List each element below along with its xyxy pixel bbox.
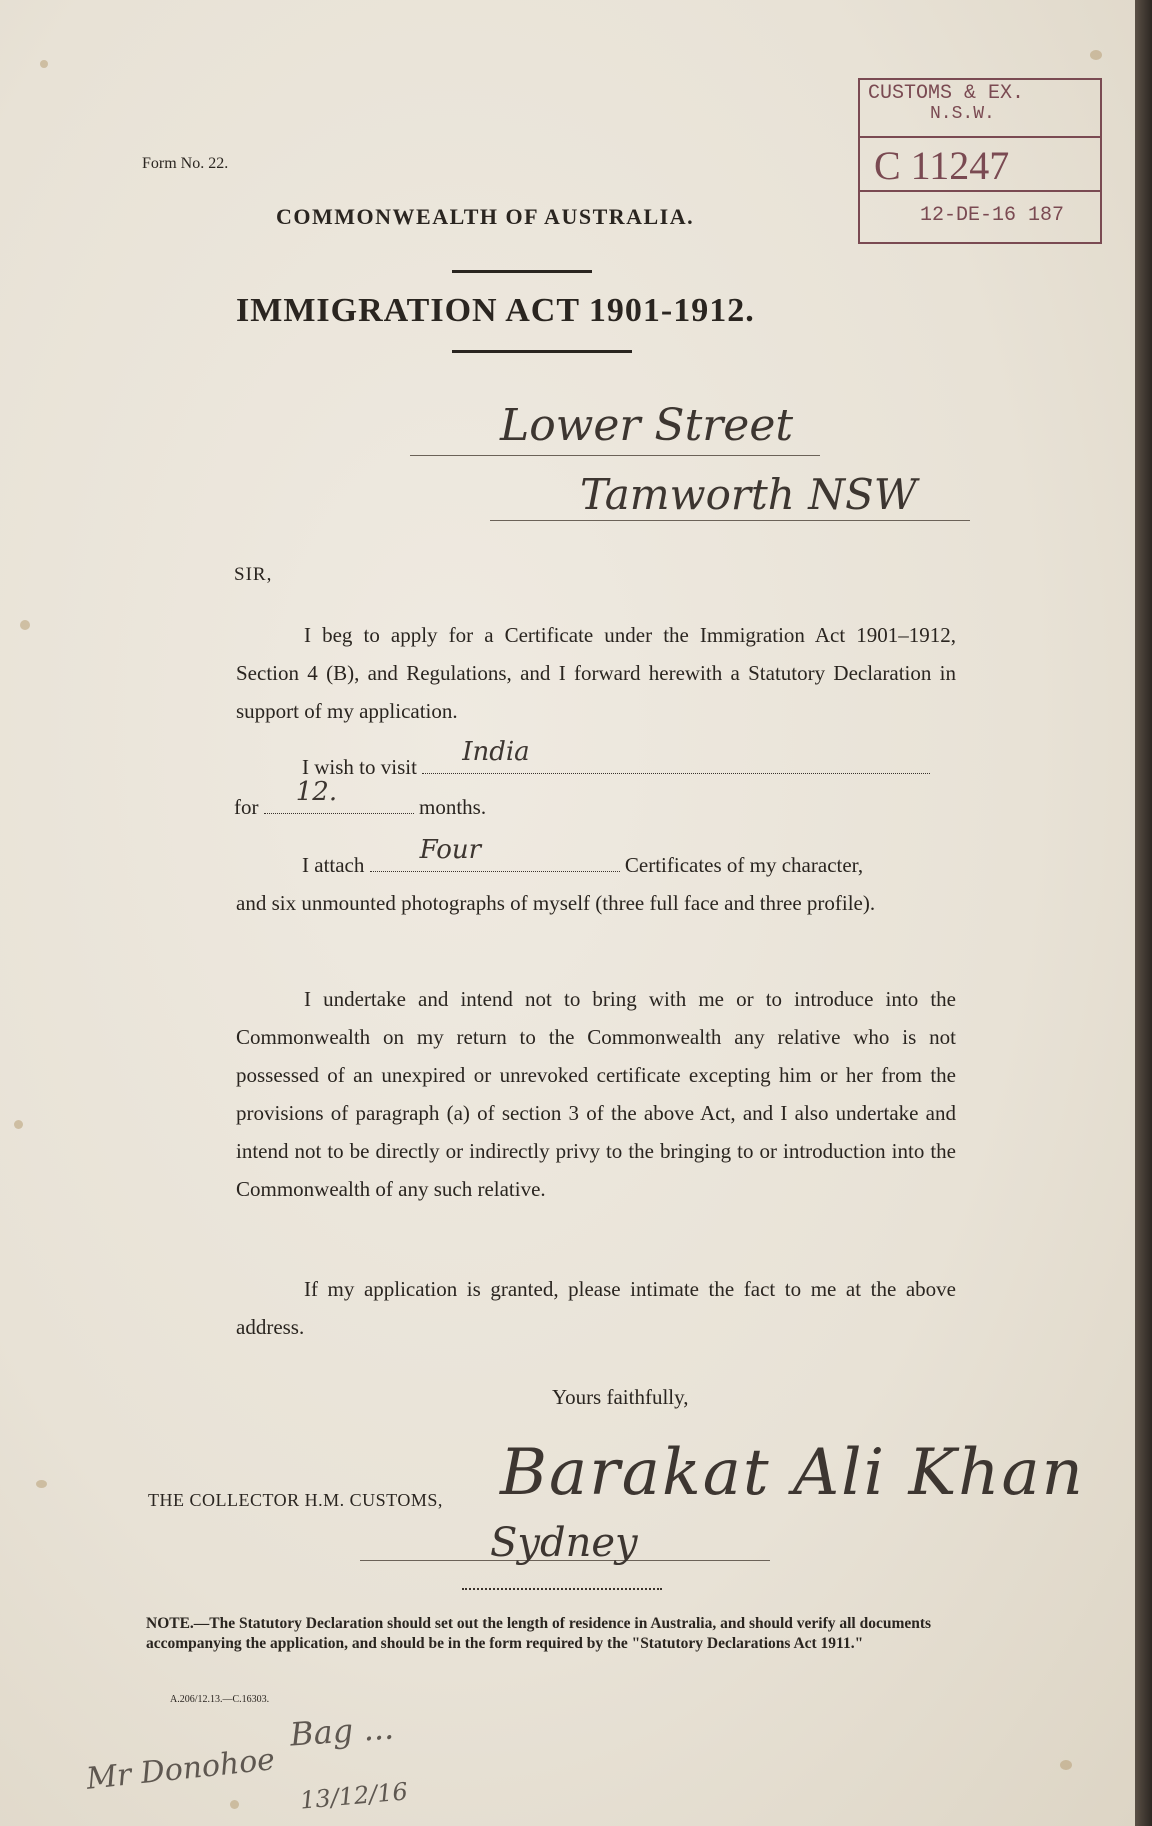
stain-spot [1060,1760,1072,1770]
stamp-office: CUSTOMS & EX. [868,82,1025,105]
heading-rule [452,350,632,353]
stamp-date: 12-DE-16 187 [920,204,1065,227]
months-label: months. [419,795,487,819]
addressee-city: Sydney [490,1520,638,1566]
heading-country: COMMONWEALTH OF AUSTRALIA. [276,204,695,229]
stain-spot [40,60,48,68]
visit-label: I wish to visit [302,755,417,779]
photos-text: and six unmounted photographs of myself (three full face and three profile). [236,891,876,915]
attach-suffix: Certificates of my character, [624,853,864,877]
address-line2: Tamworth NSW [580,470,917,519]
visit-row [302,737,962,786]
form-number: Form No. 22. [142,155,229,172]
margin-note-2: Bag ... [288,1708,395,1754]
heading-act: IMMIGRATION ACT 1901-1912. [236,292,755,329]
salutation: SIR, [234,564,273,585]
attach-value: Four [419,835,482,865]
stamp-code: C 11247 [874,143,1010,188]
address-line [410,455,820,456]
stain-spot [14,1120,23,1129]
paragraph-granted: If my application is granted, please intimate the fact to me at the above address. [236,1277,956,1339]
customs-stamp [858,78,1102,244]
initials-date: 13/12/16 [298,1777,409,1815]
months-for-label: for [234,795,259,819]
paragraph-undertake: I undertake and intend not to bring with me or to introduce into the Commonwealth on my return to the Commonwealth any relative who is not possessed of an unexpired or unrevoked certificate excepting him or her from the provisions of paragraph (a) of section 3 of the above Act, and I also undertake and intend not to be directly or indirectly privy to the bringing to or introduction into the Commonwealth of any such relative. [236,987,956,1201]
months-field [264,777,414,814]
attach-field [370,835,620,872]
print-code: A.206/12.13.—C.16303. [170,1694,270,1705]
attach-label: I attach [302,853,365,877]
visit-field [422,737,930,774]
paragraph-apply: I beg to apply for a Certificate under the Immigration Act 1901–1912, Section 4 (B), and Regulations, and I forward herewith a Statutory Declaration in support of my application. [236,623,956,723]
stamp-code-box [860,136,1100,192]
address-line1: Lower Street [500,400,794,451]
closing: Yours faithfully, [552,1385,689,1409]
months-row [234,777,634,826]
visit-value: India [462,737,530,767]
addressee: THE COLLECTOR H.M. CUSTOMS, [148,1490,443,1510]
stamp-state: N.S.W. [930,104,995,124]
heading-rule [452,270,592,273]
decorative-rule [462,1584,662,1590]
stain-spot [36,1480,47,1488]
stain-spot [1090,50,1102,60]
stain-spot [230,1800,239,1809]
attach-row [302,835,962,884]
months-value: 12. [295,777,338,807]
note-text: NOTE.—The Statutory Declaration should set out the length of residence in Australia, and should verify all documents accompanying the application, and should be in the form required by the "Statutory Declarations Act 1911." [146,1615,932,1652]
address-line [490,520,970,521]
margin-note: Mr Donohoe [84,1742,277,1797]
stain-spot [20,620,30,630]
signature: Barakat Ali Khan [500,1436,1085,1510]
page-edge [1135,0,1152,1826]
